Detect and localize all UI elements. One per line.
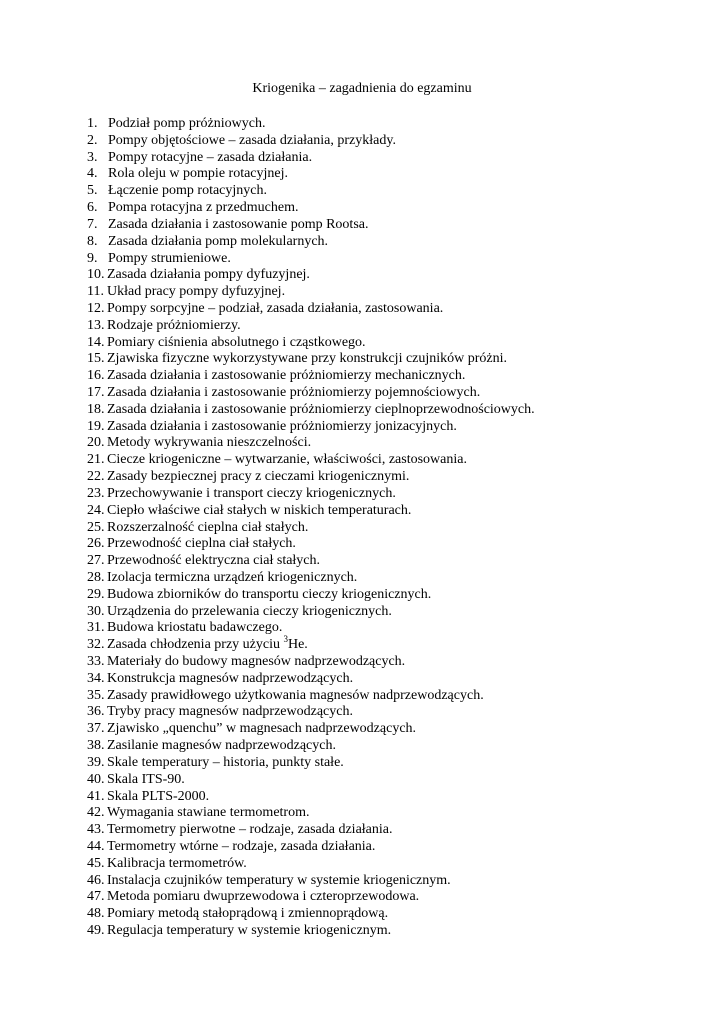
question-text: Zasada działania i zastosowanie próżniomierzy pojemnościowych.	[107, 385, 481, 400]
question-number: 33.	[87, 654, 105, 669]
question-number: 42.	[87, 805, 105, 821]
question-text: Metoda pomiaru dwuprzewodowa i czteroprzewodowa.	[107, 889, 420, 905]
question-text: Ciecze kriogeniczne – wytwarzanie, właściwości, zastosowania.	[107, 452, 467, 468]
question-number: 37.	[87, 721, 105, 737]
question-text	[107, 634, 308, 653]
question-text: Zasada działania pompy dyfuzyjnej.	[107, 267, 310, 283]
question-item	[87, 570, 535, 587]
question-list	[87, 116, 535, 940]
question-text: Przechowywanie i transport cieczy kriogenicznych.	[107, 485, 396, 501]
question-item	[87, 133, 535, 150]
question-text: Budowa kriostatu badawczego.	[107, 620, 283, 636]
question-text-part: Zasada chłodzenia przy użyciu	[107, 637, 284, 653]
question-text: Pompa rotacyjna z przedmuchem.	[108, 200, 299, 216]
question-text: Podział pomp próżniowych.	[108, 116, 266, 131]
question-text: Termometry wtórne – rodzaje, zasada działania.	[107, 838, 376, 854]
question-item	[87, 200, 535, 217]
question-text: Wymagania stawiane termometrom.	[107, 805, 310, 821]
question-text: Zjawiska fizyczne wykorzystywane przy konstrukcji czujników próżni.	[107, 351, 508, 367]
question-number: 14.	[87, 334, 105, 350]
question-number: 32.	[87, 637, 105, 653]
question-item	[87, 805, 535, 822]
question-number: 12.	[87, 300, 105, 316]
question-number: 31.	[87, 620, 105, 636]
question-item	[87, 419, 535, 436]
question-item	[87, 654, 535, 671]
question-text: Rozszerzalność cieplna ciał stałych.	[107, 519, 309, 535]
question-item	[87, 183, 535, 200]
question-text: Zasada działania i zastosowanie próżniomierzy jonizacyjnych.	[107, 418, 457, 434]
question-item	[87, 772, 535, 789]
question-number: 27.	[87, 553, 105, 569]
question-text: Skala ITS-90.	[107, 771, 185, 787]
question-item	[87, 284, 535, 301]
question-text: Pompy sorpcyjne – podział, zasada działania, zastosowania.	[107, 300, 444, 316]
question-item	[87, 217, 535, 234]
question-item	[87, 402, 535, 419]
question-number: 35.	[87, 687, 105, 703]
question-number: 1.	[87, 116, 98, 131]
question-number: 38.	[87, 738, 105, 754]
question-number: 18.	[87, 401, 105, 417]
question-text: Łączenie pomp rotacyjnych.	[108, 183, 267, 199]
question-number: 43.	[87, 822, 105, 838]
question-text: Zasady prawidłowego użytkowania magnesów nadprzewodzących.	[107, 687, 484, 703]
question-item	[87, 704, 535, 721]
question-item	[87, 251, 535, 268]
question-item	[87, 503, 535, 520]
question-item	[87, 755, 535, 772]
question-number: 5.	[87, 183, 98, 199]
question-item	[87, 267, 535, 284]
question-number: 47.	[87, 889, 105, 905]
question-item	[87, 721, 535, 738]
question-item	[87, 688, 535, 705]
question-text: Zasilanie magnesów nadprzewodzących.	[107, 738, 336, 754]
question-number: 11.	[87, 284, 104, 300]
question-text: Zasada działania i zastosowanie próżniomierzy mechanicznych.	[107, 368, 466, 384]
question-text: Materiały do budowy magnesów nadprzewodzących.	[107, 654, 406, 669]
question-item	[87, 469, 535, 486]
question-number: 40.	[87, 771, 105, 787]
question-text: Pompy objętościowe – zasada działania, przykłady.	[108, 132, 396, 148]
question-number: 22.	[87, 469, 105, 485]
question-item	[87, 536, 535, 553]
question-number: 30.	[87, 603, 105, 619]
question-item	[87, 166, 535, 183]
question-item	[87, 234, 535, 251]
question-text: Przewodność cieplna ciał stałych.	[107, 536, 296, 552]
question-item	[87, 301, 535, 318]
question-number: 7.	[87, 216, 98, 232]
question-item	[87, 789, 535, 806]
question-text: Instalacja czujników temperatury w systemie kriogenicznym.	[107, 872, 451, 888]
question-number: 24.	[87, 502, 105, 518]
question-text: Przewodność elektryczna ciał stałych.	[107, 553, 321, 569]
question-item	[87, 923, 535, 940]
question-number: 17.	[87, 385, 105, 400]
question-text: Pompy rotacyjne – zasada działania.	[108, 149, 313, 165]
question-text: Rodzaje próżniomierzy.	[107, 317, 241, 333]
question-item	[87, 553, 535, 570]
question-text: Urządzenia do przelewania cieczy kriogenicznych.	[107, 603, 392, 619]
question-text: Zasada działania i zastosowanie pomp Rootsa.	[108, 216, 369, 232]
question-item	[87, 452, 535, 469]
question-item	[87, 351, 535, 368]
question-number: 4.	[87, 166, 98, 182]
question-item	[87, 368, 535, 385]
question-item	[87, 116, 535, 133]
isotope-superscript: 3	[283, 634, 288, 645]
question-text: Pomiary ciśnienia absolutnego i cząstkowego.	[107, 334, 366, 350]
question-item	[87, 150, 535, 167]
question-text: Skale temperatury – historia, punkty stałe.	[107, 754, 344, 770]
question-number: 15.	[87, 351, 105, 367]
question-text: Układ pracy pompy dyfuzyjnej.	[107, 284, 286, 300]
question-text: Pomiary metodą stałoprądową i zmiennoprądową.	[107, 906, 389, 922]
question-number: 3.	[87, 149, 98, 165]
question-item	[87, 620, 535, 637]
question-text: Zasady bezpiecznej pracy z cieczami kriogenicznymi.	[107, 469, 410, 485]
question-text: Metody wykrywania nieszczelności.	[107, 435, 312, 451]
question-number: 49.	[87, 923, 105, 938]
question-number: 23.	[87, 485, 105, 501]
question-number: 28.	[87, 569, 105, 585]
question-number: 20.	[87, 435, 105, 451]
question-item	[87, 822, 535, 839]
question-text-part: He.	[287, 637, 308, 653]
question-text: Kalibracja termometrów.	[107, 855, 247, 871]
question-text: Tryby pracy magnesów nadprzewodzących.	[107, 704, 353, 720]
question-number: 16.	[87, 368, 105, 384]
question-item	[87, 587, 535, 604]
question-number: 45.	[87, 855, 105, 871]
question-number: 26.	[87, 536, 105, 552]
question-number: 34.	[87, 670, 105, 686]
question-item	[87, 435, 535, 452]
question-number: 39.	[87, 754, 105, 770]
question-item	[87, 318, 535, 335]
question-item	[87, 671, 535, 688]
question-text: Ciepło właściwe ciał stałych w niskich temperaturach.	[107, 502, 412, 518]
question-number: 44.	[87, 838, 105, 854]
question-number: 9.	[87, 250, 98, 266]
question-text: Budowa zbiorników do transportu cieczy kriogenicznych.	[107, 586, 432, 602]
question-text: Konstrukcja magnesów nadprzewodzących.	[107, 670, 354, 686]
question-item	[87, 486, 535, 503]
question-number: 2.	[87, 132, 98, 148]
question-number: 6.	[87, 200, 98, 216]
question-item	[87, 634, 535, 654]
question-item	[87, 385, 535, 402]
question-item	[87, 604, 535, 621]
question-number: 10.	[87, 267, 105, 283]
question-text: Regulacja temperatury w systemie kriogenicznym.	[107, 923, 392, 938]
document-title: Kriogenika – zagadnienia do egzaminu	[252, 81, 472, 96]
question-number: 19.	[87, 418, 105, 434]
question-text: Zasada działania pomp molekularnych.	[108, 233, 329, 249]
question-number: 29.	[87, 586, 105, 602]
question-text: Termometry pierwotne – rodzaje, zasada działania.	[107, 822, 393, 838]
question-item	[87, 906, 535, 923]
question-item	[87, 839, 535, 856]
question-number: 8.	[87, 233, 98, 249]
question-number: 46.	[87, 872, 105, 888]
question-number: 48.	[87, 906, 105, 922]
question-item	[87, 856, 535, 873]
question-number: 25.	[87, 519, 105, 535]
question-number: 41.	[87, 788, 105, 804]
question-text: Zasada działania i zastosowanie próżniomierzy cieplnoprzewodnościowych.	[107, 401, 535, 417]
question-text: Pompy strumieniowe.	[108, 250, 231, 266]
question-text: Rola oleju w pompie rotacyjnej.	[108, 166, 289, 182]
question-item	[87, 873, 535, 890]
question-text: Izolacja termiczna urządzeń kriogenicznych.	[107, 569, 358, 585]
question-number: 36.	[87, 704, 105, 720]
question-number: 21.	[87, 452, 105, 468]
question-text: Zjawisko „quenchu” w magnesach nadprzewodzących.	[107, 721, 417, 737]
question-item	[87, 335, 535, 352]
question-item	[87, 889, 535, 906]
question-item	[87, 520, 535, 537]
question-text: Skala PLTS-2000.	[107, 788, 210, 804]
question-number: 13.	[87, 317, 105, 333]
question-item	[87, 738, 535, 755]
